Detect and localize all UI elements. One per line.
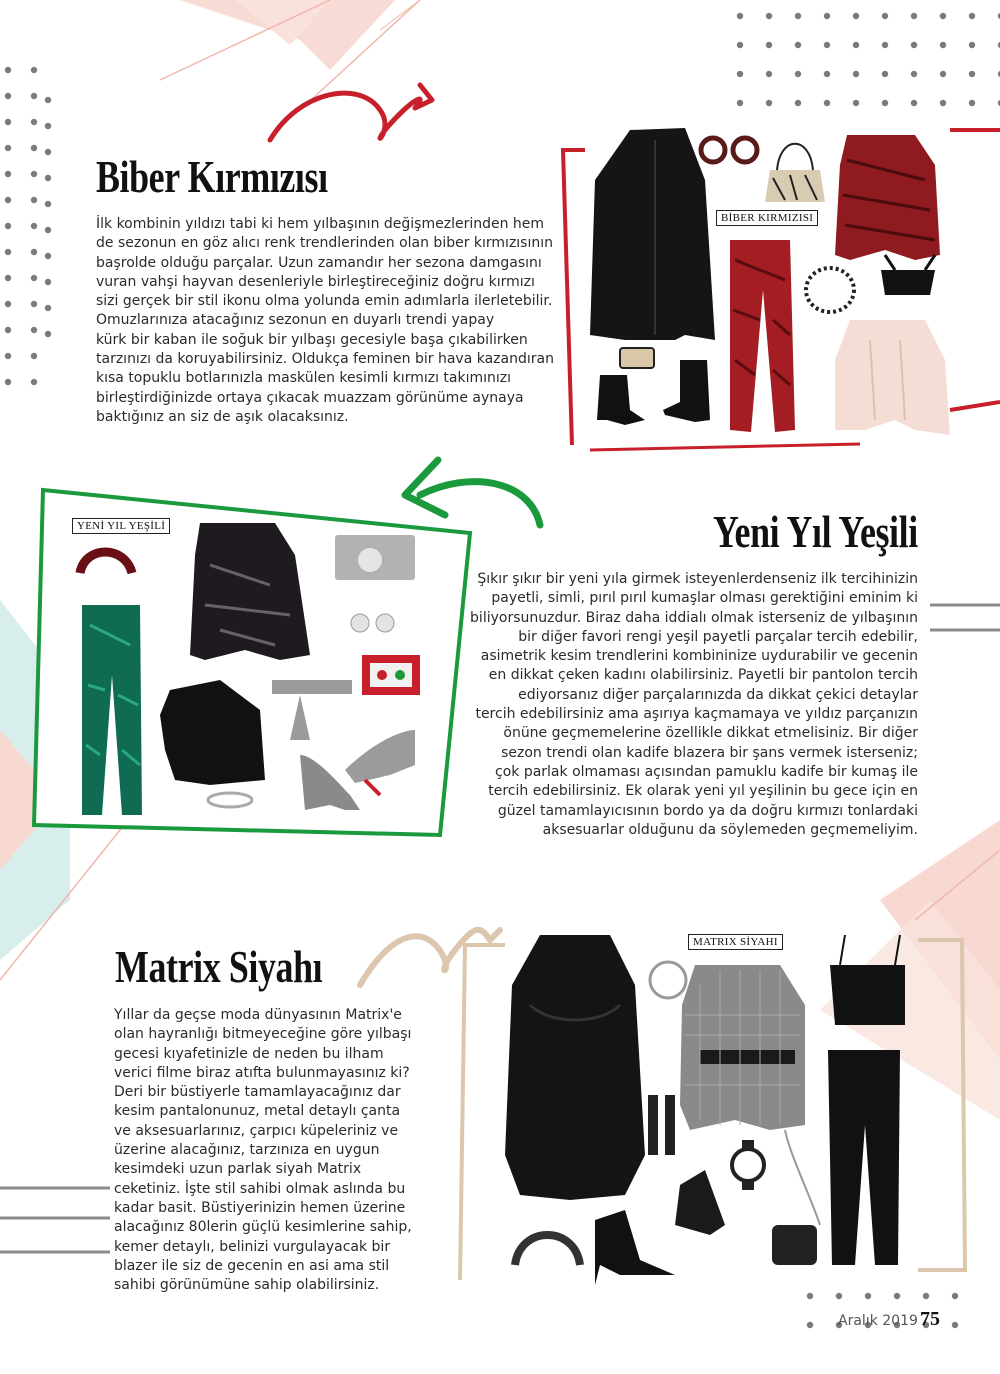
- body-line: Deri bir büstiyerle tamamlayacağınız dar: [114, 1084, 401, 1101]
- dot: [923, 1293, 929, 1299]
- dot: [911, 71, 917, 77]
- beige-arrow: [360, 930, 500, 985]
- dot: [5, 301, 11, 307]
- dot: [911, 13, 917, 19]
- pink-blouse: [835, 320, 950, 435]
- body-line: vuran vahşi hayvan desenleriyle birleştireceğiniz doğru kırmızı: [96, 273, 535, 290]
- dot: [737, 71, 743, 77]
- body-line: de sezonun en göz alıcı renk trendlerinden olan biber kırmızısının: [96, 235, 554, 252]
- issue-date: Aralık 2019: [838, 1313, 918, 1329]
- chain-bag: [772, 1225, 817, 1265]
- dot: [45, 305, 51, 311]
- body-line: blazer ile siz de gecenin en asi ama stil: [114, 1257, 390, 1274]
- velvet-headband: [80, 552, 132, 573]
- drop-earring-right: [665, 1095, 675, 1155]
- body-line: gecesi kıyafetinizle de neden bu ilham: [114, 1045, 384, 1062]
- crystal-earring-right: [376, 614, 394, 632]
- black-skinny-jeans: [828, 1050, 900, 1265]
- section-body-yesil: [470, 570, 918, 840]
- dot: [824, 13, 830, 19]
- body-line: Yıllar da geçse moda dünyasının Matrix'e: [114, 1007, 402, 1023]
- body-line: kesimdeki uzun parlak siyah Matrix: [114, 1161, 362, 1178]
- body-line: sizi gerçek bir stil ikonu olma yolunda emin adımlarla ilerletebilir.: [96, 293, 553, 310]
- earring-left: [701, 138, 725, 162]
- dot: [882, 42, 888, 48]
- body-line: ediyorsanız diğer parçalarınızda da dikkat çekici detaylar: [518, 686, 918, 703]
- dot: [45, 175, 51, 181]
- dot: [882, 100, 888, 106]
- dot: [31, 197, 37, 203]
- silver-hoop: [650, 962, 686, 998]
- ankle-boot-left: [597, 375, 645, 425]
- dot: [45, 253, 51, 259]
- dot: [824, 71, 830, 77]
- dot: [5, 327, 11, 333]
- dot: [940, 13, 946, 19]
- body-line: bir diğer favori rengi yeşil payetli parçalar tercih edebilir,: [518, 628, 918, 645]
- dot: [766, 42, 772, 48]
- silver-belt: [272, 680, 352, 694]
- dot: [45, 201, 51, 207]
- dot: [31, 223, 37, 229]
- body-line: üzerine alacağınız, tarzınıza en uygun: [114, 1142, 380, 1159]
- leather-bustier: [830, 965, 905, 1025]
- snakeskin-pump-left: [300, 755, 360, 810]
- crystal-headband: [515, 1235, 580, 1265]
- dot: [795, 13, 801, 19]
- dot: [824, 100, 830, 106]
- one-shoulder-top: [160, 680, 265, 785]
- dot: [969, 71, 975, 77]
- red-pants: [730, 240, 795, 432]
- body-line: tercih edebilirsiniz. Ek olarak yeni yıl yeşilinin bu gece için en: [488, 783, 918, 800]
- section-body-matrix: [114, 1006, 434, 1295]
- collage-label-yesil: YENİ YIL YEŞİLİ: [72, 518, 170, 534]
- dot: [807, 1322, 813, 1328]
- dot: [766, 13, 772, 19]
- dot: [766, 71, 772, 77]
- body-line: başrolde olduğu parçalar. Uzun zamandır her sezona damgasını: [96, 254, 542, 271]
- check-blazer: [680, 965, 805, 1130]
- body-line: kısa topuklu botlarınızla maskülen kesimli kırmızı takımınızı: [96, 370, 512, 387]
- section-body-biber: [96, 215, 556, 427]
- body-line: aksesuarlar olduğunu da söylemeden geçmemeliyim.: [542, 821, 918, 838]
- dot: [5, 353, 11, 359]
- dot: [5, 93, 11, 99]
- dot: [894, 1293, 900, 1299]
- dot: [940, 42, 946, 48]
- dot: [5, 171, 11, 177]
- dot: [45, 227, 51, 233]
- dot: [45, 279, 51, 285]
- dot: [5, 249, 11, 255]
- dot: [853, 13, 859, 19]
- dot: [853, 71, 859, 77]
- dot: [5, 197, 11, 203]
- dot: [31, 171, 37, 177]
- body-line: ceketiniz. İşte stil sahibi olmak aslında bu: [114, 1180, 406, 1197]
- body-line: İlk kombinin yıldızı tabi ki hem yılbaşının değişmezlerinden hem: [96, 216, 545, 232]
- collage-matrix: [500, 925, 920, 1285]
- dot: [795, 42, 801, 48]
- dot: [31, 379, 37, 385]
- body-line: payetli, simli, pırıl pırıl kumaşlar olması gerektiğini eminim ki: [491, 590, 918, 607]
- dot: [853, 42, 859, 48]
- dot: [882, 13, 888, 19]
- body-line: önüne geçmemelerine özellikle dikkat etmelisiniz. Bir diğer: [503, 725, 918, 742]
- body-line: en dikkat çeken kadını olabilirsiniz. Payetli bir pantolon tercih: [488, 667, 918, 684]
- drop-earring-left: [648, 1095, 658, 1155]
- dot: [737, 100, 743, 106]
- collage-biber: [585, 120, 955, 450]
- section-title-yesil: Yeni Yıl Yeşili: [713, 506, 918, 557]
- dot: [5, 67, 11, 73]
- dot: [865, 1293, 871, 1299]
- dot: [940, 71, 946, 77]
- body-line: sahibi görünümüne sahip olabilirsiniz.: [114, 1277, 380, 1294]
- dot: [766, 100, 772, 106]
- ankle-boot-right: [663, 360, 710, 422]
- dot: [795, 100, 801, 106]
- body-line: kürk bir kaban ile soğuk bir yılbaşı gecesiyle başa çıkabilirken: [96, 331, 528, 348]
- watch: [732, 1149, 764, 1181]
- dot: [824, 42, 830, 48]
- body-line: çok parlak olmaması açısından pamuklu kadife bir kumaş ile: [495, 763, 918, 780]
- dot: [45, 123, 51, 129]
- ring: [620, 348, 654, 368]
- black-trench-coat: [505, 935, 645, 1200]
- body-line: kadar basit. Büstiyerinizin hemen üzerine: [114, 1199, 406, 1216]
- dot: [31, 119, 37, 125]
- red-frame-left: [563, 150, 585, 445]
- dot: [31, 327, 37, 333]
- dot: [31, 93, 37, 99]
- dot: [45, 97, 51, 103]
- dot: [807, 1293, 813, 1299]
- body-line: Omuzlarınıza atacağınız sezonun en duyarlı trendi yapay: [96, 312, 495, 329]
- dot: [5, 119, 11, 125]
- dot: [795, 71, 801, 77]
- dot: [45, 149, 51, 155]
- section-title-matrix: Matrix Siyahı: [115, 941, 323, 992]
- green-arrow: [420, 482, 540, 525]
- body-line: verici filme biraz atıfta bulunmayasınız ki?: [114, 1064, 410, 1081]
- body-line: birleştirdiğinizde ortaya çıkacak muazzam görünüme aynaya: [96, 389, 524, 406]
- body-line: tercih edebilirsiniz ama aşırıya kaçmamaya ve yıldız parçanızın: [475, 706, 918, 723]
- dot: [952, 1293, 958, 1299]
- dot: [737, 42, 743, 48]
- dot: [5, 145, 11, 151]
- section-title-biber: Biber Kırmızısı: [96, 151, 328, 202]
- snakeskin-pump-right: [345, 730, 415, 783]
- body-line: asimetrik kesim trendlerini kombininize uydurabilir ve gecenin: [480, 648, 918, 665]
- dot: [911, 42, 917, 48]
- red-arrow: [270, 85, 432, 140]
- dot: [45, 331, 51, 337]
- body-line: kemer detaylı, belinizi vurgulayacak bir: [114, 1238, 391, 1255]
- earring-right: [733, 138, 757, 162]
- diamond-ring: [208, 793, 252, 807]
- lace-heel-left: [595, 1210, 675, 1285]
- beige-frame-left: [460, 945, 505, 1280]
- page-number: 75: [920, 1308, 940, 1330]
- dot: [31, 301, 37, 307]
- dot: [31, 353, 37, 359]
- dot: [952, 1322, 958, 1328]
- dot: [737, 13, 743, 19]
- body-line: sezon trendi olan kadife blazera bir şans vermek isterseniz;: [501, 744, 918, 761]
- body-line: olan hayranlığı bitmeyeceğine göre yılbaşı: [114, 1026, 412, 1043]
- dot: [969, 13, 975, 19]
- body-line: baktığınız an siz de aşık olacaksınız.: [96, 408, 349, 425]
- body-line: ve aksesuarlarınız, çarpıcı küpeleriniz ve: [114, 1122, 399, 1139]
- dot: [969, 42, 975, 48]
- lace-heel-right: [675, 1170, 725, 1235]
- body-line: alacağınız 80lerin güçlü kesimlerine sahip,: [114, 1219, 412, 1236]
- fur-coat: [590, 128, 715, 340]
- dot: [940, 100, 946, 106]
- dot: [911, 100, 917, 106]
- body-line: biliyorsunuzdur. Biraz daha iddialı olmak isterseniz de yılbaşının: [470, 609, 918, 626]
- dot: [836, 1293, 842, 1299]
- crystal-earring-left: [351, 614, 369, 632]
- dot: [853, 100, 859, 106]
- dot: [5, 223, 11, 229]
- body-line: güzel tamamlayıcısının bordo ya da doğru kırmızı tonlardaki: [497, 802, 918, 819]
- collage-label-matrix: MATRIX SİYAHI: [688, 934, 783, 950]
- dot: [31, 249, 37, 255]
- collage-label-biber: BİBER KIRMIZISI: [716, 210, 818, 226]
- black-corset: [881, 270, 935, 295]
- dot: [882, 71, 888, 77]
- body-line: kesim pantalonunuz, metal detaylı çanta: [114, 1103, 401, 1120]
- dot: [31, 145, 37, 151]
- dot: [31, 275, 37, 281]
- body-line: tarzınızı da koruyabilirsiniz. Oldukça feminen bir hava kazandıran: [96, 351, 554, 368]
- collage-yesil: [70, 515, 430, 820]
- dot: [5, 275, 11, 281]
- dot: [31, 67, 37, 73]
- chain-bag-strap: [785, 1130, 820, 1225]
- dot: [969, 100, 975, 106]
- body-line: Şıkır şıkır bir yeni yıla girmek isteyenlerdenseniz ilk tercihinizin: [477, 571, 918, 587]
- dot: [5, 379, 11, 385]
- necklace: [806, 268, 854, 312]
